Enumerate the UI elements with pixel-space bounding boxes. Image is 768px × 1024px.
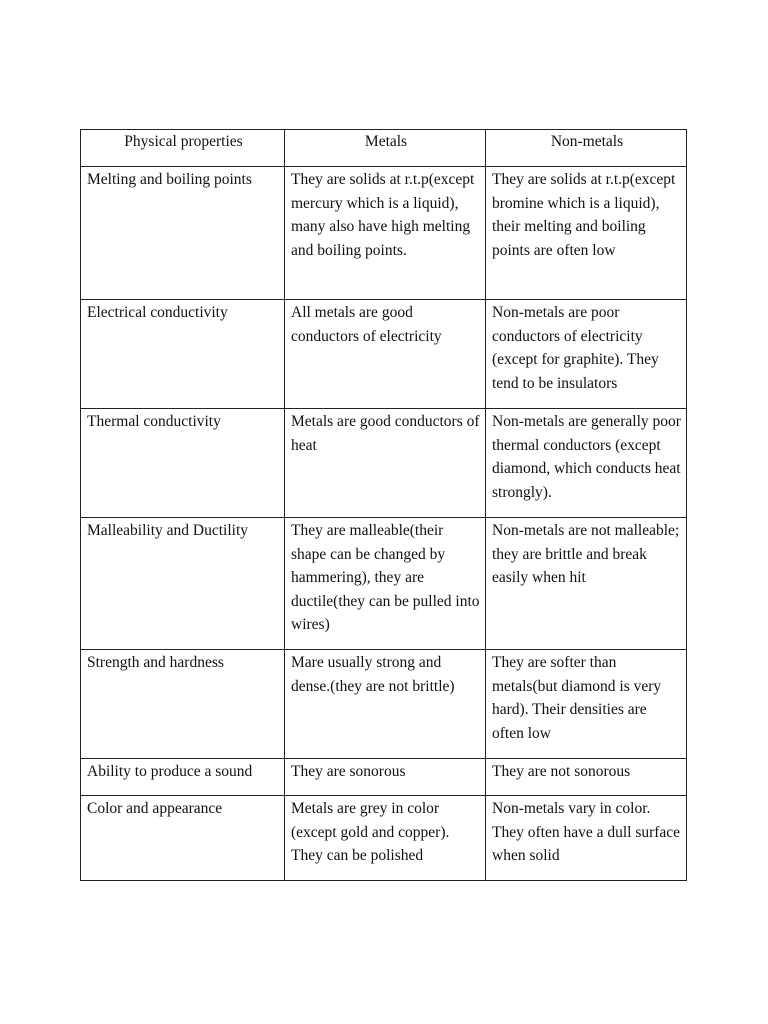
- nonmetals-cell: Non-metals are poor conductors of electricity (except for graphite). They tend to be insulators: [486, 300, 687, 409]
- metals-cell: They are sonorous: [285, 759, 486, 796]
- nonmetals-cell: They are not sonorous: [486, 759, 687, 796]
- table-row: [81, 518, 687, 650]
- property-cell: Strength and hardness: [81, 650, 285, 759]
- metals-cell: All metals are good conductors of electricity: [285, 300, 486, 409]
- property-cell: Color and appearance: [81, 796, 285, 881]
- metals-cell: They are malleable(their shape can be changed by hammering), they are ductile(they can be pulled into wires): [285, 518, 486, 650]
- table-row: [81, 300, 687, 409]
- property-cell: Electrical conductivity: [81, 300, 285, 409]
- table-row: [81, 167, 687, 300]
- nonmetals-cell: Non-metals are generally poor thermal conductors (except diamond, which conducts heat strongly).: [486, 409, 687, 518]
- table-row: [81, 409, 687, 518]
- property-cell: Ability to produce a sound: [81, 759, 285, 796]
- metals-cell: Mare usually strong and dense.(they are not brittle): [285, 650, 486, 759]
- header-non-metals: Non-metals: [486, 130, 687, 167]
- table-row: [81, 796, 687, 881]
- nonmetals-cell: Non-metals vary in color. They often have a dull surface when solid: [486, 796, 687, 881]
- header-metals: Metals: [285, 130, 486, 167]
- header-physical-properties: Physical properties: [81, 130, 285, 167]
- nonmetals-cell: They are softer than metals(but diamond is very hard). Their densities are often low: [486, 650, 687, 759]
- metals-cell: They are solids at r.t.p(except mercury which is a liquid), many also have high melting and boiling points.: [285, 167, 486, 300]
- table-row: [81, 759, 687, 796]
- nonmetals-cell: They are solids at r.t.p(except bromine which is a liquid), their melting and boiling points are often low: [486, 167, 687, 300]
- properties-table: [80, 129, 687, 881]
- table-header-row: [81, 130, 687, 167]
- table-row: [81, 650, 687, 759]
- metals-cell: Metals are grey in color (except gold and copper). They can be polished: [285, 796, 486, 881]
- property-cell: Thermal conductivity: [81, 409, 285, 518]
- nonmetals-cell: Non-metals are not malleable; they are brittle and break easily when hit: [486, 518, 687, 650]
- property-cell: Melting and boiling points: [81, 167, 285, 300]
- property-cell: Malleability and Ductility: [81, 518, 285, 650]
- metals-cell: Metals are good conductors of heat: [285, 409, 486, 518]
